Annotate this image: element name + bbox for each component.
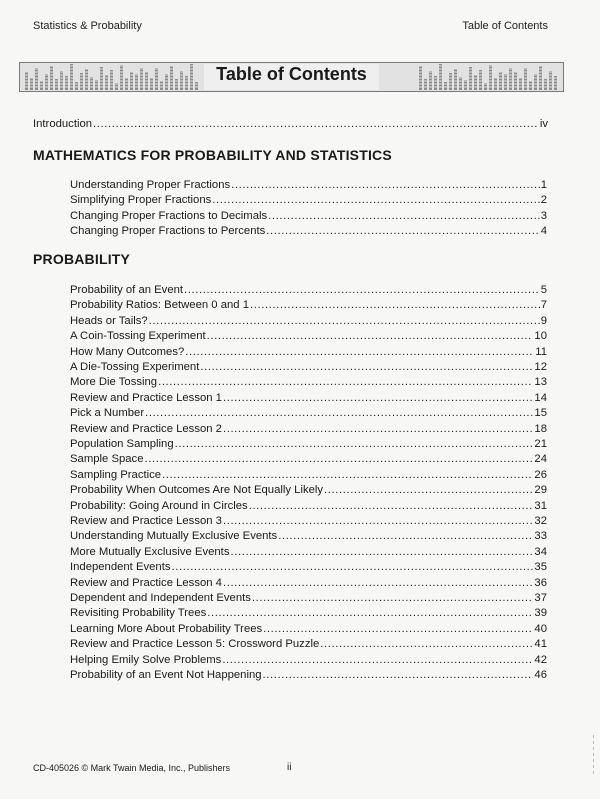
toc-entry-page: 32	[534, 515, 547, 527]
dot-leader	[249, 499, 534, 513]
toc-row	[70, 283, 547, 297]
toc-row	[70, 314, 547, 328]
toc-entry-page: 5	[540, 284, 547, 296]
toc-row-introduction	[33, 117, 548, 131]
toc-row	[70, 406, 547, 420]
dot-leader	[250, 298, 540, 312]
dot-leader	[223, 514, 533, 528]
toc-row	[70, 668, 547, 682]
toc-entry-title: Review and Practice Lesson 1	[70, 391, 222, 404]
toc-entry-page: 42	[534, 653, 547, 666]
dot-leader	[149, 314, 540, 328]
toc-entry-title: Learning More About Probability Trees	[70, 622, 263, 635]
toc-entry-page: 36	[534, 576, 547, 589]
toc-entry-title: Probability: Going Around in Circles	[70, 499, 248, 512]
footer-copyright: CD-405026 © Mark Twain Media, Inc., Publishers	[33, 763, 231, 773]
toc-entry-title: Probability of an Event	[70, 284, 184, 296]
dot-leader	[223, 391, 533, 405]
toc-row	[70, 391, 547, 405]
toc-entry-title: Review and Practice Lesson 4	[70, 576, 222, 589]
dot-leader	[207, 606, 533, 620]
toc-entry-title: More Die Tossing	[70, 376, 158, 389]
dot-leader	[184, 283, 540, 297]
dot-leader	[223, 422, 533, 436]
toc-entry-title: Probability of an Event Not Happening	[70, 669, 262, 681]
dot-leader	[158, 375, 533, 389]
toc-entry-page: 15	[534, 407, 547, 420]
toc-entry-page: 4	[540, 225, 547, 238]
toc-entry-page: 1	[540, 179, 547, 191]
toc-entry-page: iv	[539, 118, 548, 130]
toc-row	[70, 329, 547, 343]
toc-row	[70, 653, 547, 667]
toc-entry-page: 14	[534, 391, 547, 404]
dot-leader	[230, 545, 533, 559]
header-right-text: Table of Contents	[462, 20, 548, 32]
toc-entry-page: 2	[540, 194, 547, 207]
toc-row	[70, 606, 547, 620]
toc-row	[70, 545, 547, 559]
toc-entry-page: 35	[534, 561, 547, 574]
toc-entry-page: 21	[534, 438, 547, 450]
toc-entry-page: 26	[534, 468, 547, 481]
toc-row	[70, 178, 547, 192]
toc-entry-title: More Mutually Exclusive Events	[70, 545, 230, 558]
dot-leader	[207, 329, 534, 343]
toc-row	[70, 514, 547, 528]
toc-entry-page: 9	[540, 314, 547, 327]
toc-entry-title: Population Sampling	[70, 438, 174, 450]
toc-row	[70, 468, 547, 482]
dot-leader	[144, 452, 533, 466]
section-heading: PROBABILITY	[33, 251, 131, 267]
dot-leader	[162, 468, 533, 482]
toc-entry-title: Pick a Number	[70, 407, 145, 420]
toc-entry-title: Probability Ratios: Between 0 and 1	[70, 299, 249, 312]
dot-leader	[278, 529, 533, 543]
toc-row	[70, 637, 547, 651]
toc-entry-title: A Die-Tossing Experiment	[70, 361, 200, 373]
toc-row	[70, 499, 547, 513]
dot-leader	[252, 591, 534, 605]
toc-entry-page: 31	[534, 499, 547, 512]
toc-entry-title: Revisiting Probability Trees	[70, 607, 207, 620]
toc-entry-title: Changing Proper Fractions to Percents	[70, 225, 266, 238]
toc-entry-title: Simplifying Proper Fractions	[70, 194, 212, 207]
toc-row	[70, 622, 547, 636]
toc-entry-title: Review and Practice Lesson 2	[70, 422, 222, 435]
toc-entry-title: A Coin-Tossing Experiment	[70, 330, 206, 343]
toc-entry-page: 34	[534, 545, 547, 558]
toc-row	[70, 360, 547, 374]
page-title: Table of Contents	[216, 64, 367, 84]
dot-leader	[212, 193, 539, 207]
dot-leader	[145, 406, 533, 420]
dot-leader	[231, 178, 540, 192]
dot-leader	[320, 637, 533, 651]
toc-entry-page: 24	[534, 453, 547, 466]
toc-entry-title: Understanding Mutually Exclusive Events	[70, 530, 278, 543]
toc-entry-page: 3	[540, 209, 547, 222]
dot-leader	[324, 483, 533, 497]
toc-entry-title: Introduction	[33, 118, 93, 130]
running-header	[33, 20, 548, 32]
toc-row	[70, 422, 547, 436]
toc-row	[70, 224, 547, 238]
toc-entry-title: Sampling Practice	[70, 468, 162, 481]
footer-page-number: ii	[287, 762, 292, 773]
toc-entry-title: Understanding Proper Fractions	[70, 179, 231, 191]
toc-entry-page: 33	[534, 530, 547, 543]
toc-entry-page: 7	[540, 299, 547, 312]
toc-entry-page: 13	[534, 376, 547, 389]
toc-entry-title: Sample Space	[70, 453, 144, 466]
toc-entry-title: Probability When Outcomes Are Not Equally Likely	[70, 484, 324, 497]
edge-mark	[593, 735, 594, 775]
toc-row	[70, 209, 547, 223]
toc-entry-page: 40	[534, 622, 547, 635]
dot-leader	[175, 437, 534, 451]
dot-leader	[263, 668, 534, 682]
toc-entry-title: Dependent and Independent Events	[70, 592, 251, 604]
header-left-text: Statistics & Probability	[33, 20, 142, 32]
dot-leader	[266, 224, 539, 238]
dot-leader	[185, 345, 534, 359]
toc-row	[70, 483, 547, 497]
dot-leader	[172, 560, 534, 574]
toc-entry-title: How Many Outcomes?	[70, 345, 185, 358]
dot-leader	[223, 576, 533, 590]
toc-entry-page: 10	[534, 330, 547, 343]
toc-row	[70, 437, 547, 451]
section-heading: MATHEMATICS FOR PROBABILITY AND STATISTICS	[33, 147, 392, 163]
toc-entry-page: 12	[534, 361, 547, 373]
toc-row	[70, 576, 547, 590]
dot-leader	[263, 622, 533, 636]
dot-leader	[200, 360, 533, 374]
dot-leader	[222, 653, 533, 667]
toc-entry-title: Heads or Tails?	[70, 314, 148, 327]
toc-row	[70, 591, 547, 605]
dot-leader	[268, 209, 540, 223]
toc-entry-page: 37	[534, 592, 547, 604]
title-banner	[19, 62, 564, 92]
toc-entry-page: 11	[535, 345, 547, 358]
toc-entry-page: 41	[534, 638, 547, 651]
toc-row	[70, 193, 547, 207]
toc-entry-title: Review and Practice Lesson 5: Crossword Puzzle	[70, 638, 320, 651]
toc-row	[70, 298, 547, 312]
toc-entry-title: Helping Emily Solve Problems	[70, 653, 222, 666]
toc-row	[70, 529, 547, 543]
toc-entry-title: Independent Events	[70, 561, 171, 574]
toc-row	[70, 345, 547, 359]
toc-entry-page: 39	[534, 607, 547, 620]
toc-entry-page: 29	[534, 484, 547, 497]
toc-entry-title: Changing Proper Fractions to Decimals	[70, 209, 268, 222]
toc-row	[70, 560, 547, 574]
toc-row	[70, 375, 547, 389]
dot-leader	[93, 117, 539, 131]
toc-row	[70, 452, 547, 466]
toc-entry-page: 46	[534, 669, 547, 681]
toc-entry-page: 18	[534, 422, 547, 435]
toc-entry-title: Review and Practice Lesson 3	[70, 515, 222, 527]
